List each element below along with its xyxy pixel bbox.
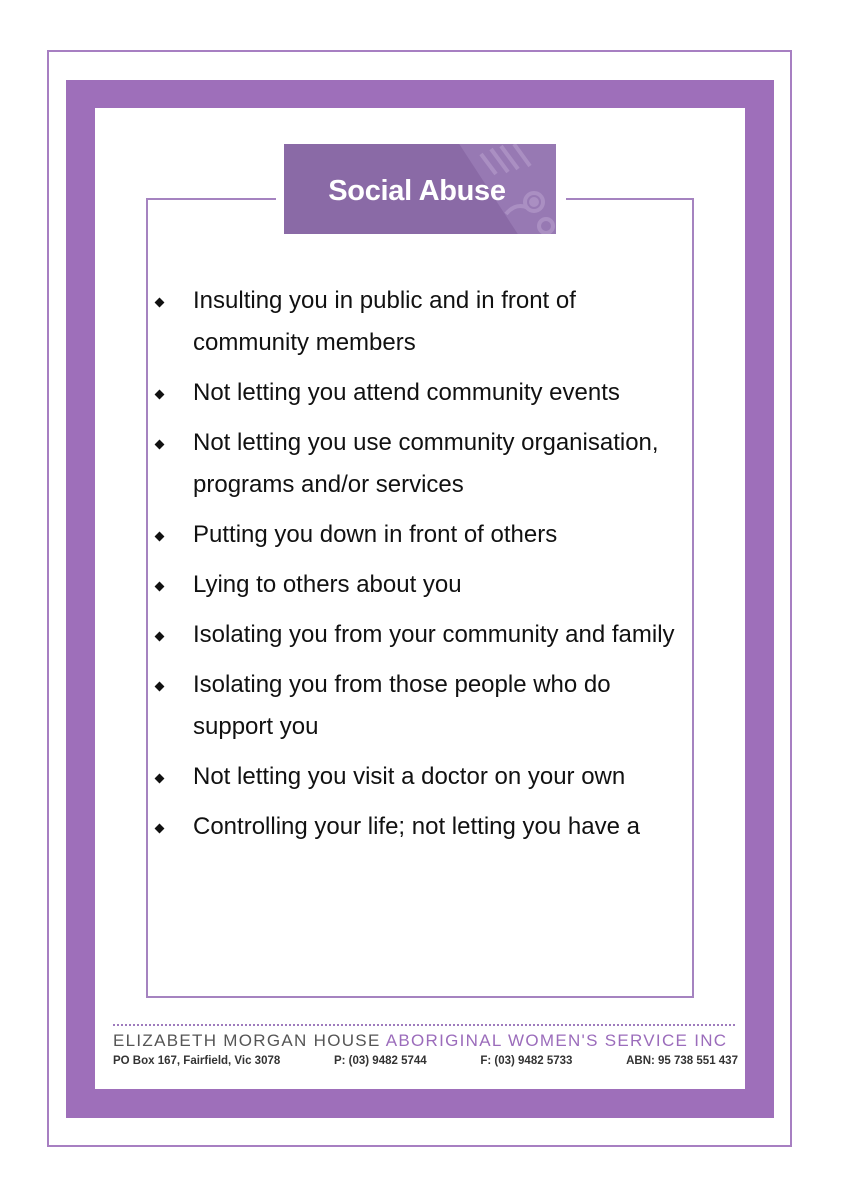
abuse-list — [150, 280, 690, 856]
footer-contact — [113, 1055, 738, 1067]
diamond-bullet-icon — [155, 298, 165, 308]
organisation-name: ELIZABETH MORGAN HOUSE — [113, 1031, 381, 1050]
footer-divider — [113, 1024, 735, 1026]
list-item: Putting you down in front of others — [150, 514, 690, 556]
organisation-subtitle: ABORIGINAL WOMEN'S SERVICE INC — [385, 1031, 728, 1050]
footer-organisation — [113, 1031, 738, 1051]
abn: ABN: 95 738 551 437 — [626, 1055, 738, 1067]
diamond-bullet-icon — [155, 682, 165, 692]
diamond-bullet-icon — [155, 774, 165, 784]
list-item: Isolating you from your community and family — [150, 614, 690, 656]
page-title: Social Abuse — [328, 174, 506, 207]
list-item: Not letting you use community organisation, programs and/or services — [150, 422, 690, 506]
diamond-bullet-icon — [155, 440, 165, 450]
list-item: Insulting you in public and in front of community members — [150, 280, 690, 364]
fax: F: (03) 9482 5733 — [480, 1055, 573, 1067]
list-item: Not letting you attend community events — [150, 372, 690, 414]
diamond-bullet-icon — [155, 582, 165, 592]
list-item: Lying to others about you — [150, 564, 690, 606]
list-item: Controlling your life; not letting you have a — [150, 806, 690, 848]
phone: P: (03) 9482 5744 — [333, 1055, 427, 1067]
list-item: Isolating you from those people who do support you — [150, 664, 690, 748]
list-item: Not letting you visit a doctor on your own — [150, 756, 690, 798]
title-banner — [284, 144, 556, 234]
diamond-bullet-icon — [155, 532, 165, 542]
diamond-bullet-icon — [155, 390, 165, 400]
po-box: PO Box 167, Fairfield, Vic 3078 — [113, 1055, 281, 1067]
diamond-bullet-icon — [155, 824, 165, 834]
diamond-bullet-icon — [155, 632, 165, 642]
